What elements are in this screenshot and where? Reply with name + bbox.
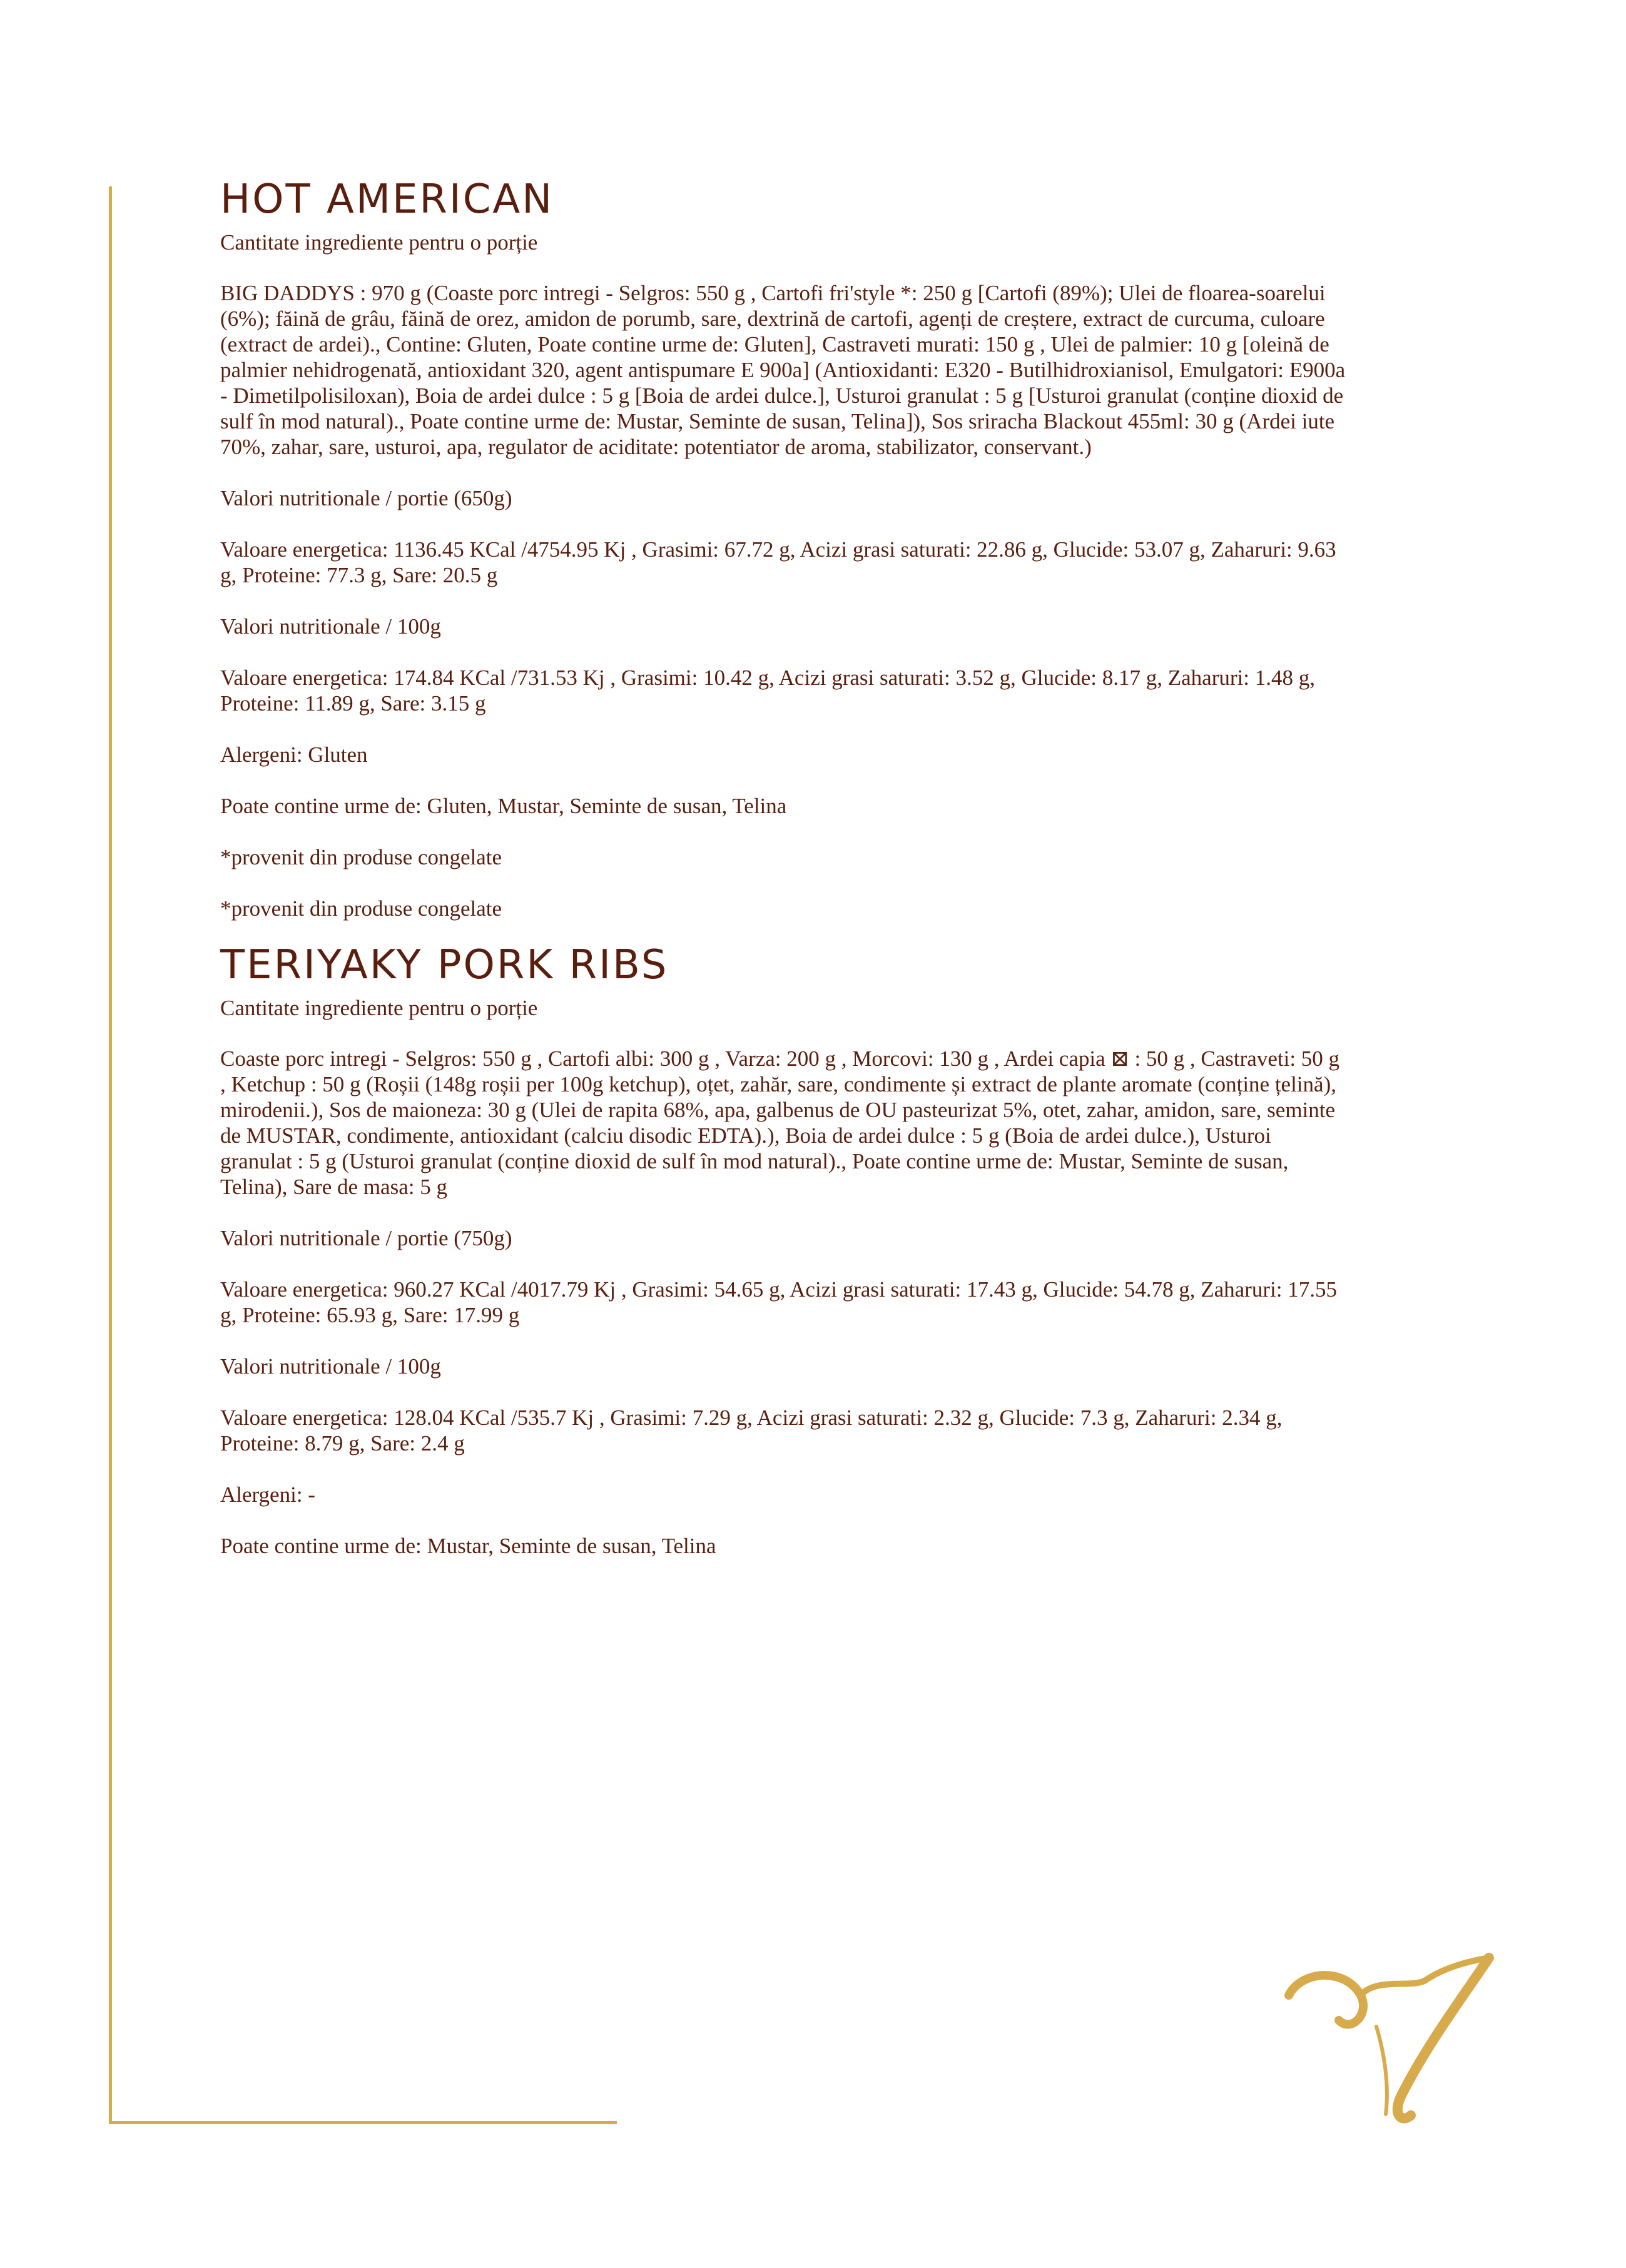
nutrition-100g-values: Valoare energetica: 128.04 KCal /535.7 Kj , Grasimi: 7.29 g, Acizi grasi saturati: 2.32 g, Glucide: 7.3 g, Zaharuri: 2.34 g, Proteine: 8.79 g, Sare: 2.4 g [220, 1405, 1283, 1455]
menu-item-teriyaky-pork-ribs [220, 939, 1471, 1559]
nutrition-portion-heading: Valori nutritionale / portie (750g) [220, 1226, 512, 1250]
page-border-left [109, 186, 112, 2124]
nutrition-portion-values: Valoare energetica: 960.27 KCal /4017.79 Kj , Grasimi: 54.65 g, Acizi grasi saturati: 17.43 g, Glucide: 54.78 g, Zaharuri: 17.55 g, Proteine: 65.93 g, Sare: 17.99 g [220, 1277, 1337, 1327]
menu-content [220, 174, 1471, 1584]
traces-text: Poate contine urme de: Gluten, Mustar, Seminte de susan, Telina [220, 794, 787, 818]
frozen-note: *provenit din produse congelate [220, 896, 502, 921]
nutrition-portion-heading: Valori nutritionale / portie (650g) [220, 486, 512, 510]
nutrition-portion-values: Valoare energetica: 1136.45 KCal /4754.95 Kj , Grasimi: 67.72 g, Acizi grasi saturati: 22.86 g, Glucide: 53.07 g, Zaharuri: 9.63 g, Proteine: 77.3 g, Sare: 20.5 g [220, 537, 1336, 587]
nutrition-100g-values: Valoare energetica: 174.84 KCal /731.53 Kj , Grasimi: 10.42 g, Acizi grasi saturati: 3.52 g, Glucide: 8.17 g, Zaharuri: 1.48 g, Proteine: 11.89 g, Sare: 3.15 g [220, 666, 1315, 716]
menu-item-subtitle: Cantitate ingrediente pentru o porție [220, 996, 538, 1020]
monogram-n-logo-icon [1276, 1952, 1514, 2127]
menu-item-title: HOT AMERICAN [220, 176, 554, 223]
menu-item-hot-american [220, 174, 1471, 921]
nutrition-100g-heading: Valori nutritionale / 100g [220, 1354, 441, 1379]
menu-item-title: TERIYAKY PORK RIBS [220, 942, 669, 988]
allergens-text: Alergeni: - [220, 1482, 315, 1507]
traces-text: Poate contine urme de: Mustar, Seminte de susan, Telina [220, 1534, 716, 1558]
allergens-text: Alergeni: Gluten [220, 742, 368, 767]
page-border-bottom [109, 2121, 617, 2124]
ingredients-text: Coaste porc intregi - Selgros: 550 g , Cartofi albi: 300 g , Varza: 200 g , Morcovi: 130 g , Ardei capia ⊠ : 50 g , Castraveti: 50 g , Ketchup : 50 g (Roșii (148g roșii per 100g ketchup), oțet, zahăr, sare, condimente și extract de plante aromate (conține țelină), mirodenii.), Sos de maioneza: 30 g (Ulei de rapita 68%, apa, galbenus de OU pasteurizat 5%, otet, zahar, amidon, sare, seminte de MUSTAR, condimente, antioxidant (calciu disodic EDTA).), Boia de ardei dulce : 5 g (Boia de ardei dulce.), Usturoi granulat : 5 g (Usturoi granulat (conține dioxid de sulf în mod natural)., Poate contine urme de: Mustar, Seminte de susan, Telina), Sare de masa: 5 g [220, 1046, 1340, 1199]
nutrition-100g-heading: Valori nutritionale / 100g [220, 614, 441, 639]
ingredients-text: BIG DADDYS : 970 g (Coaste porc intregi - Selgros: 550 g , Cartofi fri'style *: 250 g [Cartofi (89%); Ulei de floarea-soarelui (6%); făină de grâu, făină de orez, amidon de porumb, sare, dextrină de cartofi, agenți de creștere, extract de curcuma, culoare (extract de ardei)., Contine: Gluten, Poate contine urme de: Gluten], Castraveti murati: 150 g , Ulei de palmier: 10 g [oleină de palmier nehidrogenată, antioxidant 320, agent antispumare E 900a] (Antioxidanti: E320 - Butilhidroxianisol, Emulgatori: E900a - Dimetilpolisiloxan), Boia de ardei dulce : 5 g [Boia de ardei dulce.], Usturoi granulat : 5 g [Usturoi granulat (conține dioxid de sulf în mod natural)., Poate contine urme de: Mustar, Seminte de susan, Telina]), Sos sriracha Blackout 455ml: 30 g (Ardei iute 70%, zahar, sare, usturoi, apa, regulator de aciditate: potentiator de aroma, stabilizator, conservant.) [220, 281, 1346, 459]
menu-item-subtitle: Cantitate ingrediente pentru o porție [220, 230, 538, 255]
frozen-note: *provenit din produse congelate [220, 845, 502, 869]
